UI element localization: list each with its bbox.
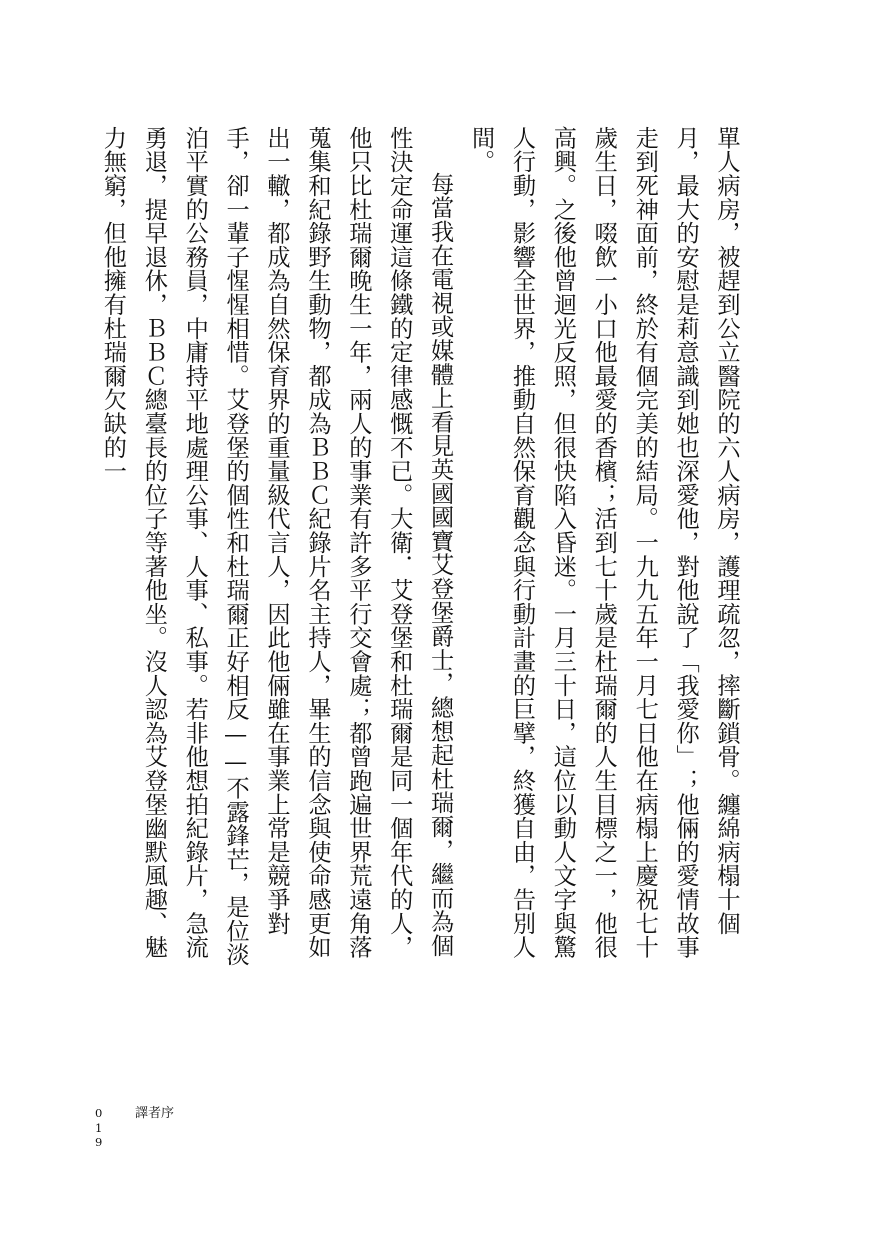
vertical-body-text xyxy=(99,126,746,976)
paragraph: 每當我在電視或媒體上看見英國國寶艾登堡爵士，總想起杜瑞爾，繼而為個性決定命運這條鐵的定律感慨不已。大衛．艾登堡和杜瑞爾是同一個年代的人，他只比杜瑞爾晚生一年，兩人的事業有許多平行交會處；都曾跑遍世界荒遠角落蒐集和紀錄野生動物，都成為ＢＢＣ紀錄片名主持人，畢生的信念與使命感更如出一轍，都成為自然保育界的重量級代言人，因此他倆雖在事業上常是競爭對手，卻一輩子惺惺相惜。艾登堡的個性和杜瑞爾正好相反——不露鋒芒，是位淡泊平實的公務員，中庸持平地處理公事、人事、私事。若非他想拍紀錄片，急流勇退，提早退休，ＢＢＣ總臺長的位子等著他坐。沒人認為艾登堡幽默風趣、魅力無窮，但他擁有杜瑞爾欠缺的一 xyxy=(99,126,454,967)
page-number: 019 xyxy=(95,1106,103,1149)
running-head: 譯者序 xyxy=(135,1106,175,1121)
paragraph-continued: 單人病房，被趕到公立醫院的六人病房，護理疏忽，摔斷鎖骨。纏綿病榻十個月，最大的安慰是莉意識到她也深愛他，對他說了「我愛你」；他倆的愛情故事走到死神面前，終於有個完美的結局。一九九五年一月七日他在病榻上慶祝七十歲生日，啜飲一小口他最愛的香檳；活到七十歲是杜瑞爾的人生目標之一，他很高興。之後他曾迴光反照，但很快陷入昏迷。一月三十日，這位以動人文字與驚人行動，影響全世界，推動自然保育觀念與行動計畫的巨擘，終獲自由，告別人間。 xyxy=(467,126,740,959)
